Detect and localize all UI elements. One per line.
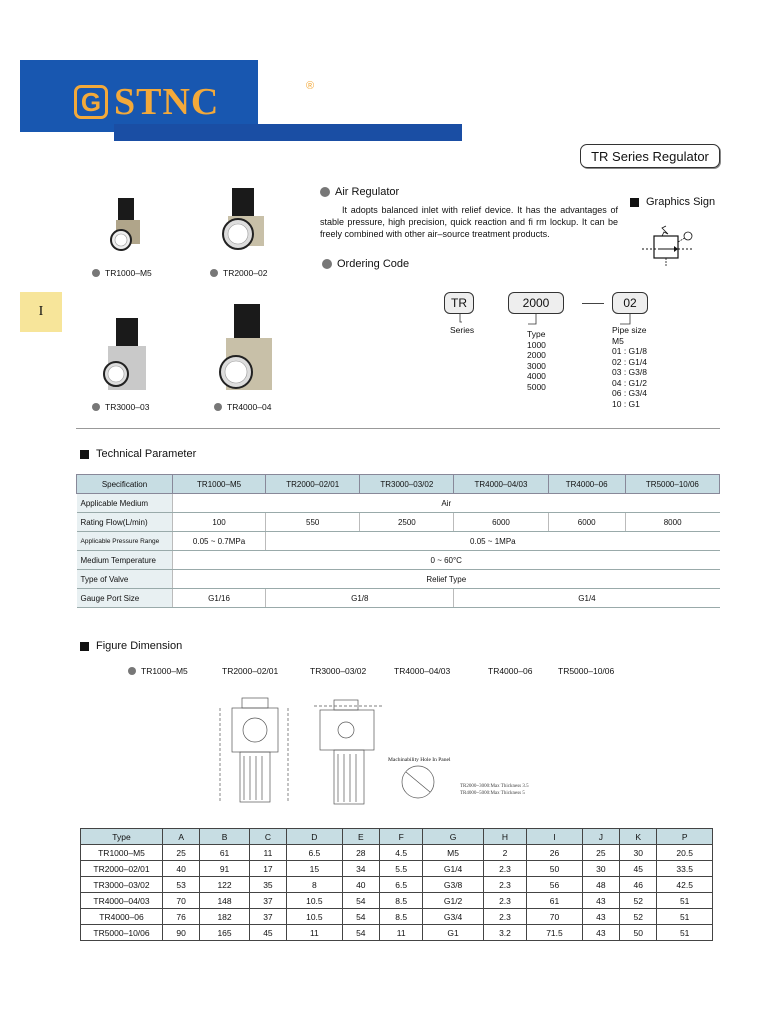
column-header: B <box>200 829 249 845</box>
table-cell: 42.5 <box>657 877 713 893</box>
column-header: Type <box>81 829 163 845</box>
table-cell: 6.5 <box>379 877 422 893</box>
column-header: F <box>379 829 422 845</box>
table-cell: TR3000–03/02 <box>81 877 163 893</box>
table-cell: 8.5 <box>379 909 422 925</box>
table-cell: 8.5 <box>379 893 422 909</box>
dimension-drawing <box>210 696 570 816</box>
technical-parameter-heading: Technical Parameter <box>80 448 196 460</box>
panel-note: Machinability Hole In Panel <box>388 757 451 763</box>
table-cell: 15 <box>287 861 343 877</box>
table-cell: 3.2 <box>483 925 526 941</box>
table-cell: TR2000–02/01 <box>81 861 163 877</box>
table-cell: 2.3 <box>483 877 526 893</box>
table-cell: 2 <box>483 845 526 861</box>
table-cell: 10.5 <box>287 909 343 925</box>
table-cell: 28 <box>342 845 379 861</box>
table-cell: 5.5 <box>379 861 422 877</box>
model-item: TR5000–10/06 <box>558 666 615 676</box>
table-cell: 30 <box>582 861 619 877</box>
table-cell: 20.5 <box>657 845 713 861</box>
table-cell: 90 <box>163 925 200 941</box>
table-cell: 54 <box>342 909 379 925</box>
regulator-symbol-icon <box>640 222 696 272</box>
square-bullet-icon <box>80 642 89 651</box>
table-cell: 70 <box>163 893 200 909</box>
table-cell: 148 <box>200 893 249 909</box>
table-cell: 43 <box>582 909 619 925</box>
column-header: K <box>620 829 657 845</box>
table-cell: 51 <box>657 893 713 909</box>
table-cell: 37 <box>249 893 286 909</box>
table-row <box>81 925 713 941</box>
bullet-icon <box>320 187 330 197</box>
table-cell: 76 <box>163 909 200 925</box>
table-cell: 8 <box>287 877 343 893</box>
table-row: Applicable Medium Air <box>77 494 720 513</box>
code-dash <box>582 303 604 304</box>
table-cell: 71.5 <box>527 925 583 941</box>
table-cell: 52 <box>620 893 657 909</box>
table-cell: G3/8 <box>423 877 483 893</box>
square-bullet-icon <box>80 450 89 459</box>
product-caption: TR1000–M5 <box>92 268 152 278</box>
code-type-box: 2000 <box>508 292 564 314</box>
table-cell: 50 <box>620 925 657 941</box>
table-cell: 43 <box>582 893 619 909</box>
table-cell: 17 <box>249 861 286 877</box>
product-image-tr1000 <box>110 196 144 258</box>
table-cell: 53 <box>163 877 200 893</box>
product-image-tr4000 <box>216 302 278 394</box>
logo-mark-icon: G <box>74 85 108 119</box>
table-cell: 37 <box>249 909 286 925</box>
table-cell: 61 <box>200 845 249 861</box>
product-caption: TR4000–04 <box>214 402 271 412</box>
table-cell: 2.3 <box>483 861 526 877</box>
dimension-table <box>80 828 713 941</box>
model-item: TR2000–02/01 <box>222 666 279 676</box>
series-title: TR Series Regulator <box>580 144 720 168</box>
table-row <box>81 845 713 861</box>
air-regulator-heading: Air Regulator <box>320 186 399 198</box>
table-row: Medium Temperature 0 ~ 60°C <box>77 551 720 570</box>
table-cell: 52 <box>620 909 657 925</box>
table-cell: TR4000–04/03 <box>81 893 163 909</box>
table-cell: 50 <box>527 861 583 877</box>
section-tab: I <box>20 292 62 332</box>
thickness-note-1: TR2000~3000:Max Thickness 3.5 <box>460 784 529 789</box>
bullet-icon <box>214 403 222 411</box>
table-cell: 40 <box>342 877 379 893</box>
table-cell: 45 <box>620 861 657 877</box>
type-list: Type 1000 2000 3000 4000 5000 <box>527 329 546 392</box>
table-cell: 70 <box>527 909 583 925</box>
product-caption: TR3000–03 <box>92 402 149 412</box>
table-cell: G1/2 <box>423 893 483 909</box>
table-cell: 61 <box>527 893 583 909</box>
table-row <box>81 893 713 909</box>
table-cell: 46 <box>620 877 657 893</box>
table-cell: 56 <box>527 877 583 893</box>
table-cell: 2.3 <box>483 909 526 925</box>
column-header: E <box>342 829 379 845</box>
table-row <box>81 877 713 893</box>
registered-mark: ® <box>306 80 315 92</box>
column-header: J <box>582 829 619 845</box>
table-header-row <box>81 829 713 845</box>
table-cell: 122 <box>200 877 249 893</box>
ordering-code-heading: Ordering Code <box>322 258 409 270</box>
product-image-tr3000 <box>100 316 154 394</box>
table-cell: 11 <box>287 925 343 941</box>
column-header: G <box>423 829 483 845</box>
header-stripe <box>114 124 462 141</box>
table-cell: 30 <box>620 845 657 861</box>
brand-logo <box>74 80 315 124</box>
table-cell: 11 <box>379 925 422 941</box>
model-item: TR4000–06 <box>488 666 533 676</box>
table-cell: 11 <box>249 845 286 861</box>
brand-name: STNC <box>114 81 220 123</box>
table-cell: 54 <box>342 893 379 909</box>
thickness-note-2: TR4000~5000:Max Thickness 5 <box>460 791 525 796</box>
model-item: TR4000–04/03 <box>394 666 451 676</box>
pipe-size-list: Pipe size M5 01 : G1/8 02 : G1/4 03 : G3/8 04 : G1/2 06 : G3/4 10 : G1 <box>612 325 647 409</box>
series-label: Series <box>450 325 475 335</box>
table-cell: 48 <box>582 877 619 893</box>
table-cell: 45 <box>249 925 286 941</box>
table-cell: 91 <box>200 861 249 877</box>
table-cell: 51 <box>657 909 713 925</box>
model-item: TR3000–03/02 <box>310 666 367 676</box>
code-series-box: TR <box>444 292 474 314</box>
table-row: Type of Valve Relief Type <box>77 570 720 589</box>
table-cell: M5 <box>423 845 483 861</box>
table-header-row: Specification TR1000–M5 TR2000–02/01 TR3000–03/02 TR4000–04/03 TR4000–06 TR5000–10/06 <box>77 475 720 494</box>
table-cell: 4.5 <box>379 845 422 861</box>
table-row: Gauge Port Size G1/16 G1/8 G1/4 <box>77 589 720 608</box>
table-cell: 25 <box>163 845 200 861</box>
table-row: Applicable Pressure Range 0.05 ~ 0.7MPa 0.05 ~ 1MPa <box>77 532 720 551</box>
table-cell: 34 <box>342 861 379 877</box>
table-cell: 54 <box>342 925 379 941</box>
column-header: C <box>249 829 286 845</box>
table-cell: 26 <box>527 845 583 861</box>
table-cell: 33.5 <box>657 861 713 877</box>
product-caption: TR2000–02 <box>210 268 267 278</box>
product-image-tr2000 <box>218 186 272 260</box>
table-cell: 43 <box>582 925 619 941</box>
table-cell: 165 <box>200 925 249 941</box>
table-cell: 40 <box>163 861 200 877</box>
table-cell: TR1000–M5 <box>81 845 163 861</box>
column-header: P <box>657 829 713 845</box>
table-cell: 51 <box>657 925 713 941</box>
table-cell: G1/4 <box>423 861 483 877</box>
table-cell: 35 <box>249 877 286 893</box>
table-cell: 2.3 <box>483 893 526 909</box>
table-cell: 25 <box>582 845 619 861</box>
column-header: A <box>163 829 200 845</box>
bullet-icon <box>92 403 100 411</box>
bullet-icon <box>322 259 332 269</box>
column-header: D <box>287 829 343 845</box>
table-row: Rating Flow(L/min) 100 550 2500 6000 6000 8000 <box>77 513 720 532</box>
table-cell: G1 <box>423 925 483 941</box>
graphics-sign-heading: Graphics Sign <box>630 196 715 208</box>
table-cell: 182 <box>200 909 249 925</box>
code-pipe-box: 02 <box>612 292 648 314</box>
table-cell: 10.5 <box>287 893 343 909</box>
column-header: I <box>527 829 583 845</box>
bullet-icon <box>92 269 100 277</box>
table-row <box>81 909 713 925</box>
column-header: H <box>483 829 526 845</box>
table-cell: TR5000–10/06 <box>81 925 163 941</box>
technical-parameter-table <box>76 474 720 608</box>
section-divider <box>76 428 720 429</box>
figure-dimension-heading: Figure Dimension <box>80 640 182 652</box>
bullet-icon <box>210 269 218 277</box>
table-cell: TR4000–06 <box>81 909 163 925</box>
air-regulator-description: It adopts balanced inlet with relief device. It has the advantages of stable pressure, high precision, quick reaction and fi rm lockup. It can be freely combined with other air–source treatment products. <box>320 205 618 239</box>
table-row <box>81 861 713 877</box>
table-cell: 6.5 <box>287 845 343 861</box>
model-item: TR1000–M5 <box>128 666 188 676</box>
square-bullet-icon <box>630 198 639 207</box>
bullet-icon <box>128 667 136 675</box>
table-cell: G3/4 <box>423 909 483 925</box>
